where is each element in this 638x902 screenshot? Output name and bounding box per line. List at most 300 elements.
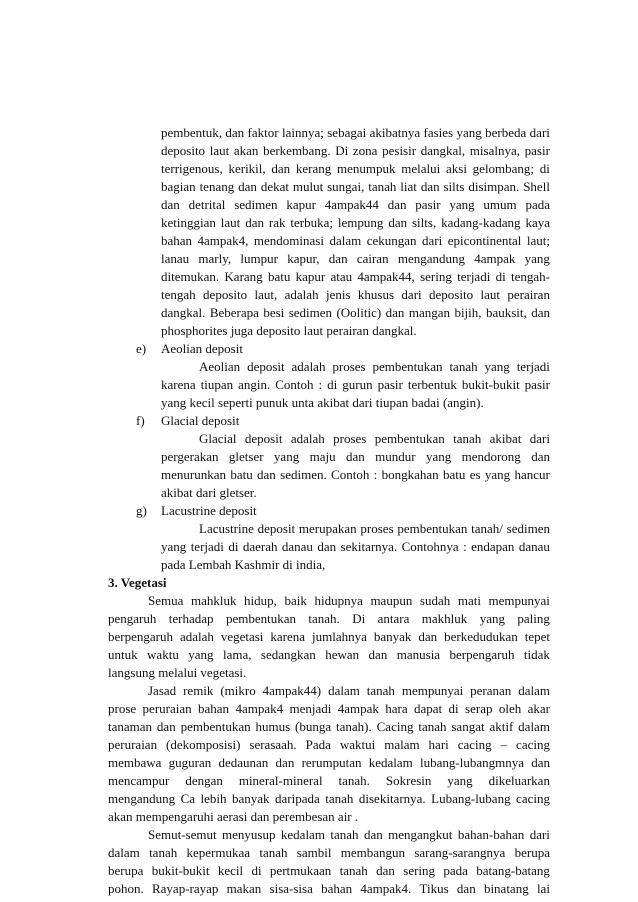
word: deposito xyxy=(203,287,248,302)
word: silts xyxy=(443,179,465,194)
word: menjadi xyxy=(289,701,332,716)
word: dari xyxy=(401,287,422,302)
word: bongkahan xyxy=(381,467,439,482)
word: tanah xyxy=(449,359,478,374)
word: malam xyxy=(384,737,420,752)
word: pasir xyxy=(415,197,441,212)
word: Semut-semut xyxy=(148,827,217,842)
text-line xyxy=(161,538,550,555)
word: waktu xyxy=(147,647,179,662)
word: 4ampak4 xyxy=(235,701,284,716)
word: dan xyxy=(245,215,264,230)
text-line xyxy=(108,610,550,627)
word: Beberapa xyxy=(209,305,259,320)
word: Aeolian xyxy=(199,359,241,374)
word: lama, xyxy=(222,647,252,662)
text-line: phosphorites juga deposito laut perairan dangkal. xyxy=(161,323,417,338)
word: tenang xyxy=(199,179,235,194)
text-line xyxy=(108,628,550,645)
word: aktif xyxy=(489,719,514,734)
word: 4ampak4. xyxy=(360,881,412,896)
word: lainnya; xyxy=(281,125,324,140)
word: tengah- xyxy=(510,269,550,284)
word: deposit xyxy=(257,521,296,536)
word: 4ampak44 xyxy=(324,197,379,212)
text-line xyxy=(108,844,550,861)
word: hidupnya xyxy=(314,593,363,608)
word: detrital xyxy=(188,197,226,212)
word: sedimen xyxy=(288,305,333,320)
word: kerikil, xyxy=(228,161,266,176)
word: misalnya, xyxy=(469,143,520,158)
word: adalah xyxy=(290,431,325,446)
word: terhadap xyxy=(168,611,214,626)
word: menumpuk xyxy=(337,161,396,176)
word: kapur xyxy=(295,269,326,284)
word: mendorong xyxy=(461,449,521,464)
word: pembentukan xyxy=(374,431,445,446)
word: pohon. xyxy=(108,881,144,896)
word: – xyxy=(500,737,508,752)
word: dapat xyxy=(414,701,443,716)
word: batu xyxy=(230,467,253,482)
word: Glacial xyxy=(199,431,237,446)
word: remik xyxy=(183,683,214,698)
word: dikeluarkan xyxy=(488,773,550,788)
word: sebagai xyxy=(327,125,367,140)
list-item-title xyxy=(136,502,550,519)
word: dedaunan xyxy=(218,755,269,770)
word: dalam xyxy=(518,719,550,734)
text-line xyxy=(108,700,550,717)
word: peruraian xyxy=(108,737,158,752)
word: rak xyxy=(268,215,286,230)
text-line xyxy=(108,646,550,663)
word: umum xyxy=(483,197,517,212)
word: danau xyxy=(518,539,550,554)
word: (mikro xyxy=(220,683,256,698)
word: manusia xyxy=(396,647,441,662)
word: batang-batang xyxy=(476,863,550,878)
word: sedimen xyxy=(506,521,550,536)
word: 4ampak xyxy=(337,701,379,716)
text-line xyxy=(161,196,550,213)
word: 4ampak4, xyxy=(197,233,249,248)
list-marker: f) xyxy=(136,413,145,428)
word: melalui xyxy=(401,161,441,176)
word: terjadi xyxy=(516,359,550,374)
word: angin. xyxy=(238,377,271,392)
word: kepermukaa xyxy=(186,845,251,860)
word: sering xyxy=(420,269,452,284)
word: dan xyxy=(456,881,476,896)
word: pengaruh xyxy=(108,611,157,626)
word: serap xyxy=(465,701,493,716)
text-line: langsung melalui vegetasi. xyxy=(108,665,247,680)
word: Rayap-rayap xyxy=(151,881,219,896)
word: dan xyxy=(328,251,348,266)
word: mengandung xyxy=(397,251,465,266)
word: binatang xyxy=(483,881,529,896)
word: bukit-bukit xyxy=(151,863,210,878)
word: sambil xyxy=(296,845,332,860)
word: Jasad xyxy=(148,683,177,698)
word: lai xyxy=(536,881,550,896)
text-line xyxy=(161,232,550,249)
word: 4ampak xyxy=(474,251,516,266)
word: dalam xyxy=(108,845,140,860)
word: Lacustrine xyxy=(199,521,254,536)
text-line xyxy=(199,520,550,537)
word: oleh xyxy=(498,701,522,716)
word: merupakan xyxy=(298,521,357,536)
word: dari xyxy=(529,125,550,140)
word: bahan-bahan xyxy=(457,827,525,842)
word: membangun xyxy=(340,845,406,860)
text-line xyxy=(148,826,550,843)
word: dari xyxy=(422,233,443,248)
word: tanah xyxy=(368,179,397,194)
text-line: pada Lembah Kashmir di india, xyxy=(161,557,326,572)
word: pembentukan xyxy=(180,719,251,734)
word: humus xyxy=(255,719,291,734)
word: pasir xyxy=(524,143,550,158)
word: rerumputan xyxy=(301,755,362,770)
word: karena xyxy=(270,629,306,644)
text-line xyxy=(161,160,550,177)
word: Ca xyxy=(180,791,196,806)
word: lebih xyxy=(200,791,227,806)
text-line xyxy=(108,736,550,753)
word: deposit xyxy=(244,431,283,446)
word: dan xyxy=(531,449,550,464)
word: lanau xyxy=(161,251,190,266)
word: yang xyxy=(447,773,473,788)
word: adalah xyxy=(291,359,326,374)
word: cacing xyxy=(516,791,550,806)
word: dan xyxy=(376,863,395,878)
word: pembentukan xyxy=(225,611,296,626)
word: Sokresin xyxy=(385,773,432,788)
word: mulut xyxy=(292,179,324,194)
word: tiupan xyxy=(200,377,234,392)
word: dan xyxy=(531,305,550,320)
word: mendominasi xyxy=(253,233,324,248)
text-line: akan mempengaruhi aerasi dan perembesan air . xyxy=(108,809,359,824)
list-marker: g) xyxy=(136,503,147,518)
word: sedimen. xyxy=(280,467,327,482)
word: jumlahnya xyxy=(312,629,367,644)
word: dan xyxy=(238,179,257,194)
word: dan xyxy=(531,755,550,770)
section-heading: 3. Vegetasi xyxy=(108,575,167,590)
word: cekungan xyxy=(366,233,417,248)
word: pada xyxy=(443,863,468,878)
word: cacing xyxy=(457,737,492,752)
word: kedalam xyxy=(368,755,413,770)
word: terjadi xyxy=(190,539,224,554)
word: tanah xyxy=(453,431,482,446)
word: berkedudukan xyxy=(444,629,518,644)
word: tanah xyxy=(149,845,178,860)
word: ketinggian xyxy=(161,215,216,230)
word: lempung xyxy=(337,215,384,230)
word: vegetasi xyxy=(220,629,264,644)
word: (bunga xyxy=(295,719,332,734)
word: sarang-sarangnya xyxy=(414,845,506,860)
word: 4ampak44) xyxy=(262,683,322,698)
word: hara xyxy=(385,701,408,716)
list-title: Aeolian deposit xyxy=(161,341,243,356)
text-line xyxy=(161,448,550,465)
word: dan xyxy=(388,215,408,230)
word: yang xyxy=(161,539,187,554)
word: bahan xyxy=(321,881,353,896)
word: dangkal. xyxy=(161,305,206,320)
word: mineral-mineral xyxy=(238,773,323,788)
word: dan xyxy=(271,161,291,176)
word: mengandung xyxy=(108,791,176,806)
word: dan xyxy=(385,305,405,320)
text-line xyxy=(161,466,550,483)
word: makan xyxy=(226,881,262,896)
word: untuk xyxy=(108,647,138,662)
word: bauksit, xyxy=(485,305,527,320)
word: peranan xyxy=(470,683,512,698)
word: kapur, xyxy=(287,251,320,266)
word: tanah xyxy=(330,827,359,842)
word: baik xyxy=(284,593,307,608)
word: dari xyxy=(529,431,550,446)
word: karena xyxy=(161,377,196,392)
word: tepet xyxy=(524,629,550,644)
word: lubang-lubangmnya xyxy=(420,755,524,770)
word: tanah xyxy=(339,863,368,878)
text-line xyxy=(108,754,550,771)
word: kedalam xyxy=(280,827,325,842)
word: bukit-bukit xyxy=(461,377,520,392)
text-line xyxy=(161,214,550,231)
word: cacing xyxy=(516,737,550,752)
text-line: akibat dari gletser. xyxy=(161,485,257,500)
word: lumpur xyxy=(240,251,278,266)
word: kadang-kadang xyxy=(441,215,521,230)
word: serasaah. xyxy=(249,737,297,752)
word: mengangkut xyxy=(388,827,453,842)
word: mahkluk xyxy=(190,593,237,608)
text-line xyxy=(161,268,550,285)
word: adalah xyxy=(284,287,319,302)
word: Contoh xyxy=(275,377,314,392)
word: kecil xyxy=(217,863,244,878)
word: Contoh xyxy=(331,467,370,482)
text-line xyxy=(108,772,550,789)
word: pembentukan xyxy=(372,359,443,374)
word: berpengaruh xyxy=(108,629,173,644)
word: tanah xyxy=(366,683,395,698)
word: endapan xyxy=(471,539,515,554)
text-line xyxy=(161,178,550,195)
word: makhluk xyxy=(421,611,468,626)
word: membawa xyxy=(108,755,162,770)
word: dalam xyxy=(518,683,550,698)
word: maupun xyxy=(370,593,413,608)
word: dan xyxy=(363,827,383,842)
word: tanah/ xyxy=(471,521,503,536)
text-line xyxy=(161,142,550,159)
word: sangat xyxy=(451,719,485,734)
word: Karang xyxy=(224,269,263,284)
word: : xyxy=(318,377,323,392)
word: sisa-sisa xyxy=(269,881,313,896)
word: Di xyxy=(335,143,349,158)
word: pergerakan xyxy=(161,449,219,464)
word: fasies xyxy=(423,125,454,140)
word: mempunyai xyxy=(488,593,550,608)
word: (Oolitic) xyxy=(336,305,382,320)
word: bijih, xyxy=(454,305,482,320)
word: epicontinental xyxy=(447,233,522,248)
word: Tikus xyxy=(419,881,449,896)
text-line xyxy=(199,430,550,447)
word: dan xyxy=(156,719,176,734)
word: adalah xyxy=(179,629,214,644)
word: akan xyxy=(233,143,259,158)
word: tanah xyxy=(418,719,447,734)
word: sedangkan xyxy=(260,647,316,662)
word: silts, xyxy=(412,215,437,230)
word: laut xyxy=(480,287,500,302)
word: tanah. xyxy=(308,611,340,626)
word: zona xyxy=(352,143,378,158)
word: terbuka; xyxy=(290,215,333,230)
word: yang xyxy=(484,359,510,374)
word: dan xyxy=(387,197,407,212)
list-title: Glacial deposit xyxy=(161,413,240,428)
word: tanah). xyxy=(336,719,372,734)
word: akibatnya xyxy=(369,125,421,140)
word: banyak xyxy=(232,791,270,806)
word: tanah xyxy=(325,791,354,806)
word: dan xyxy=(257,467,276,482)
word: bagian xyxy=(161,179,196,194)
word: di xyxy=(228,539,239,554)
text-line xyxy=(161,124,550,141)
word: dan xyxy=(317,539,337,554)
word: menyusup xyxy=(222,827,276,842)
word: dari xyxy=(529,827,550,842)
word: dan xyxy=(345,449,365,464)
word: maju xyxy=(309,449,336,464)
word: berpengaruh xyxy=(449,647,515,662)
word: Pada xyxy=(305,737,331,752)
word: yang xyxy=(456,125,482,140)
word: dekat xyxy=(260,179,289,194)
list-marker: e) xyxy=(136,341,147,356)
word: sungai, xyxy=(327,179,365,194)
word: laut xyxy=(209,143,230,158)
word: hancur xyxy=(514,467,550,482)
word: yang xyxy=(188,647,214,662)
word: hari xyxy=(428,737,449,752)
word: faktor xyxy=(247,125,279,140)
word: Contohnya xyxy=(401,539,459,554)
word: paling xyxy=(517,611,550,626)
word: kapur xyxy=(286,197,316,212)
text-line xyxy=(148,682,550,699)
word: gletser xyxy=(228,449,264,464)
word: proses xyxy=(360,521,394,536)
word: dangkal, xyxy=(420,143,466,158)
word: cairan xyxy=(356,251,389,266)
word: aksi xyxy=(445,161,467,176)
word: antara xyxy=(377,611,410,626)
word: berupa xyxy=(514,845,550,860)
word: pertmukaan xyxy=(269,863,332,878)
word: dan xyxy=(418,629,438,644)
word: Semua xyxy=(148,593,184,608)
word: mempunyai xyxy=(401,683,464,698)
word: di xyxy=(495,269,506,284)
word: berkembang. xyxy=(263,143,331,158)
word: berbeda xyxy=(485,125,527,140)
word: : xyxy=(373,467,378,482)
word: akar xyxy=(527,701,550,716)
word: Di xyxy=(352,611,366,626)
text-line xyxy=(108,718,550,735)
word: khusus xyxy=(357,287,395,302)
word: liat xyxy=(400,179,417,194)
word: mati xyxy=(457,593,481,608)
word: daripada xyxy=(275,791,320,806)
word: atau xyxy=(330,269,353,284)
word: pembentukan xyxy=(397,521,468,536)
word: yang xyxy=(449,197,475,212)
word: disekitarnya. xyxy=(358,791,426,806)
word: disimpan. xyxy=(468,179,520,194)
word: besi xyxy=(263,305,285,320)
word: pembentuk, xyxy=(161,125,223,140)
word: yang xyxy=(524,251,550,266)
word: dalam xyxy=(328,683,360,698)
word: dan xyxy=(275,755,295,770)
word: dan xyxy=(420,179,440,194)
word: Shell xyxy=(523,179,550,194)
word: pada xyxy=(525,197,550,212)
word: proses xyxy=(333,431,367,446)
word: marly, xyxy=(198,251,232,266)
word: berupa xyxy=(108,863,144,878)
word: laut xyxy=(220,215,241,230)
word: bahan xyxy=(161,233,193,248)
word: hidup, xyxy=(244,593,277,608)
word: deposito xyxy=(161,143,206,158)
word: deposit xyxy=(247,359,285,374)
word: tanaman xyxy=(108,719,153,734)
text-line xyxy=(108,790,550,807)
word: gelombang; xyxy=(472,161,535,176)
word: mangan xyxy=(408,305,451,320)
text-line xyxy=(108,862,550,879)
word: tanah. xyxy=(338,773,370,788)
text-line xyxy=(199,358,550,375)
word: sedimen xyxy=(234,197,278,212)
word: dan xyxy=(225,125,245,140)
word: menurunkan xyxy=(161,467,226,482)
word: tidak xyxy=(523,647,550,662)
list-title: Lacustrine deposit xyxy=(161,503,257,518)
word: es xyxy=(469,467,481,482)
